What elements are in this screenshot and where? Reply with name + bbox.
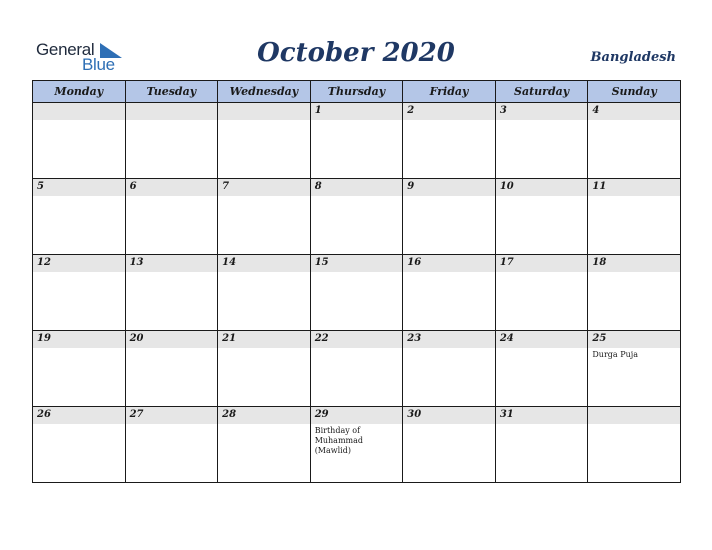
calendar-grid <box>32 80 681 483</box>
day-number-bar <box>218 255 310 272</box>
holiday-event <box>218 120 284 122</box>
week-row <box>33 331 681 407</box>
day-cell <box>588 179 681 255</box>
day-cell <box>125 407 218 483</box>
day-number-bar <box>126 179 218 196</box>
day-number: 10 <box>499 181 514 192</box>
day-cell <box>125 255 218 331</box>
day-cell <box>310 255 403 331</box>
day-cell <box>495 407 588 483</box>
day-number-bar <box>588 407 680 424</box>
holiday-event <box>403 196 469 198</box>
day-number-bar <box>218 179 310 196</box>
holiday-event <box>126 424 192 426</box>
day-number: 5 <box>37 181 44 192</box>
day-cell <box>310 331 403 407</box>
day-number: 15 <box>314 257 329 268</box>
weekday-header-row <box>33 81 681 103</box>
day-number-bar <box>311 407 403 424</box>
day-cell <box>310 103 403 179</box>
country-label: Bangladesh <box>590 50 676 65</box>
day-number: 11 <box>592 181 607 192</box>
day-number: 3 <box>499 105 507 116</box>
holiday-event <box>496 272 562 274</box>
day-number: 13 <box>129 257 144 268</box>
day-cell <box>310 407 403 483</box>
holiday-event <box>496 348 562 350</box>
holiday-event <box>126 196 192 198</box>
day-number-bar <box>311 331 403 348</box>
day-number: 17 <box>499 257 514 268</box>
page-title: October 2020 <box>257 38 455 68</box>
holiday-event <box>496 424 562 426</box>
day-number-bar <box>403 255 495 272</box>
weekday-thursday: Thursday <box>310 81 403 103</box>
holiday-event <box>403 348 469 350</box>
day-number: 31 <box>499 409 514 420</box>
holiday-event <box>33 120 99 122</box>
weekday-saturday: Saturday <box>495 81 588 103</box>
day-number-bar <box>496 407 588 424</box>
day-number-bar <box>496 179 588 196</box>
week-row <box>33 179 681 255</box>
day-number: 25 <box>592 333 607 344</box>
day-cell <box>403 407 496 483</box>
holiday-event <box>311 348 377 350</box>
day-number-bar <box>588 179 680 196</box>
day-number: 23 <box>407 333 422 344</box>
day-number: 6 <box>129 181 137 192</box>
day-number-bar <box>496 255 588 272</box>
holiday-event <box>126 272 192 274</box>
holiday-event <box>218 196 284 198</box>
day-number: 9 <box>407 181 415 192</box>
day-number: 21 <box>222 333 237 344</box>
day-number: 7 <box>222 181 230 192</box>
day-cell <box>588 407 681 483</box>
day-cell <box>33 331 126 407</box>
day-number-bar <box>33 407 125 424</box>
day-cell <box>125 179 218 255</box>
holiday-event <box>218 272 284 274</box>
day-number-bar <box>311 255 403 272</box>
day-cell <box>403 179 496 255</box>
day-number-bar <box>126 255 218 272</box>
holiday-event <box>218 348 284 350</box>
day-number: 1 <box>314 105 322 116</box>
day-number: 16 <box>407 257 422 268</box>
day-cell <box>218 331 311 407</box>
day-cell <box>218 103 311 179</box>
day-cell <box>495 103 588 179</box>
day-cell <box>218 255 311 331</box>
day-number-bar <box>588 255 680 272</box>
holiday-event <box>403 120 469 122</box>
day-cell <box>588 103 681 179</box>
holiday-event <box>126 120 192 122</box>
day-number: 26 <box>37 409 51 420</box>
holiday-event <box>126 348 192 350</box>
day-number: 24 <box>499 333 514 344</box>
day-number: 30 <box>407 409 422 420</box>
day-number-bar <box>126 331 218 348</box>
week-row <box>33 255 681 331</box>
day-number-bar <box>126 103 218 120</box>
holiday-event <box>33 348 99 350</box>
day-cell <box>403 103 496 179</box>
day-number-bar <box>403 407 495 424</box>
day-cell <box>310 179 403 255</box>
day-number-bar <box>496 103 588 120</box>
day-number-bar <box>126 407 218 424</box>
day-number: 28 <box>222 409 237 420</box>
day-cell <box>588 331 681 407</box>
day-cell <box>495 179 588 255</box>
logo-text-blue: Blue <box>82 55 115 74</box>
weekday-wednesday: Wednesday <box>218 81 311 103</box>
weekday-tuesday: Tuesday <box>125 81 218 103</box>
day-number-bar <box>588 331 680 348</box>
weekday-sunday: Sunday <box>588 81 681 103</box>
day-cell <box>403 331 496 407</box>
day-cell <box>33 407 126 483</box>
holiday-event: Durga Puja <box>592 350 638 359</box>
holiday-event <box>588 424 654 426</box>
day-number-bar <box>403 331 495 348</box>
day-number: 18 <box>592 257 607 268</box>
day-cell <box>125 331 218 407</box>
day-number-bar <box>588 103 680 120</box>
day-number: 19 <box>37 333 51 344</box>
holiday-event <box>311 196 377 198</box>
day-cell <box>218 407 311 483</box>
logo-text-general: General <box>36 40 95 59</box>
holiday-event <box>311 272 377 274</box>
holiday-event <box>33 272 99 274</box>
day-number-bar <box>403 179 495 196</box>
day-cell <box>588 255 681 331</box>
holiday-event <box>33 196 99 198</box>
day-number: 12 <box>37 257 51 268</box>
day-number: 22 <box>314 333 329 344</box>
day-number-bar <box>218 407 310 424</box>
day-number: 2 <box>407 105 415 116</box>
day-cell <box>33 103 126 179</box>
day-number-bar <box>33 331 125 348</box>
day-number: 8 <box>314 181 322 192</box>
day-number: 4 <box>592 105 600 116</box>
day-number: 20 <box>129 333 144 344</box>
day-cell <box>495 255 588 331</box>
holiday-event <box>33 424 99 426</box>
day-number-bar <box>218 331 310 348</box>
day-number-bar <box>496 331 588 348</box>
weekday-monday: Monday <box>33 81 126 103</box>
day-number-bar <box>403 103 495 120</box>
day-cell <box>125 103 218 179</box>
holiday-event <box>218 424 284 426</box>
day-number: 27 <box>129 409 144 420</box>
day-cell <box>403 255 496 331</box>
holiday-event <box>496 120 562 122</box>
weekday-friday: Friday <box>403 81 496 103</box>
day-number-bar <box>311 179 403 196</box>
week-row <box>33 103 681 179</box>
day-cell <box>33 179 126 255</box>
holiday-event <box>588 120 654 122</box>
holiday-event <box>496 196 562 198</box>
day-cell <box>495 331 588 407</box>
holiday-event <box>403 424 469 426</box>
day-cell <box>218 179 311 255</box>
holiday-event <box>588 196 654 198</box>
day-number-bar <box>311 103 403 120</box>
holiday-event <box>588 272 654 274</box>
holiday-event <box>403 272 469 274</box>
day-number-bar <box>33 255 125 272</box>
day-number-bar <box>33 103 125 120</box>
holiday-event: Birthday of Muhammad (Mawlid) <box>314 426 364 455</box>
holiday-event <box>311 120 377 122</box>
day-number-bar <box>218 103 310 120</box>
week-row <box>33 407 681 483</box>
day-number: 14 <box>222 257 237 268</box>
day-cell <box>33 255 126 331</box>
day-number: 29 <box>314 409 329 420</box>
day-number-bar <box>33 179 125 196</box>
